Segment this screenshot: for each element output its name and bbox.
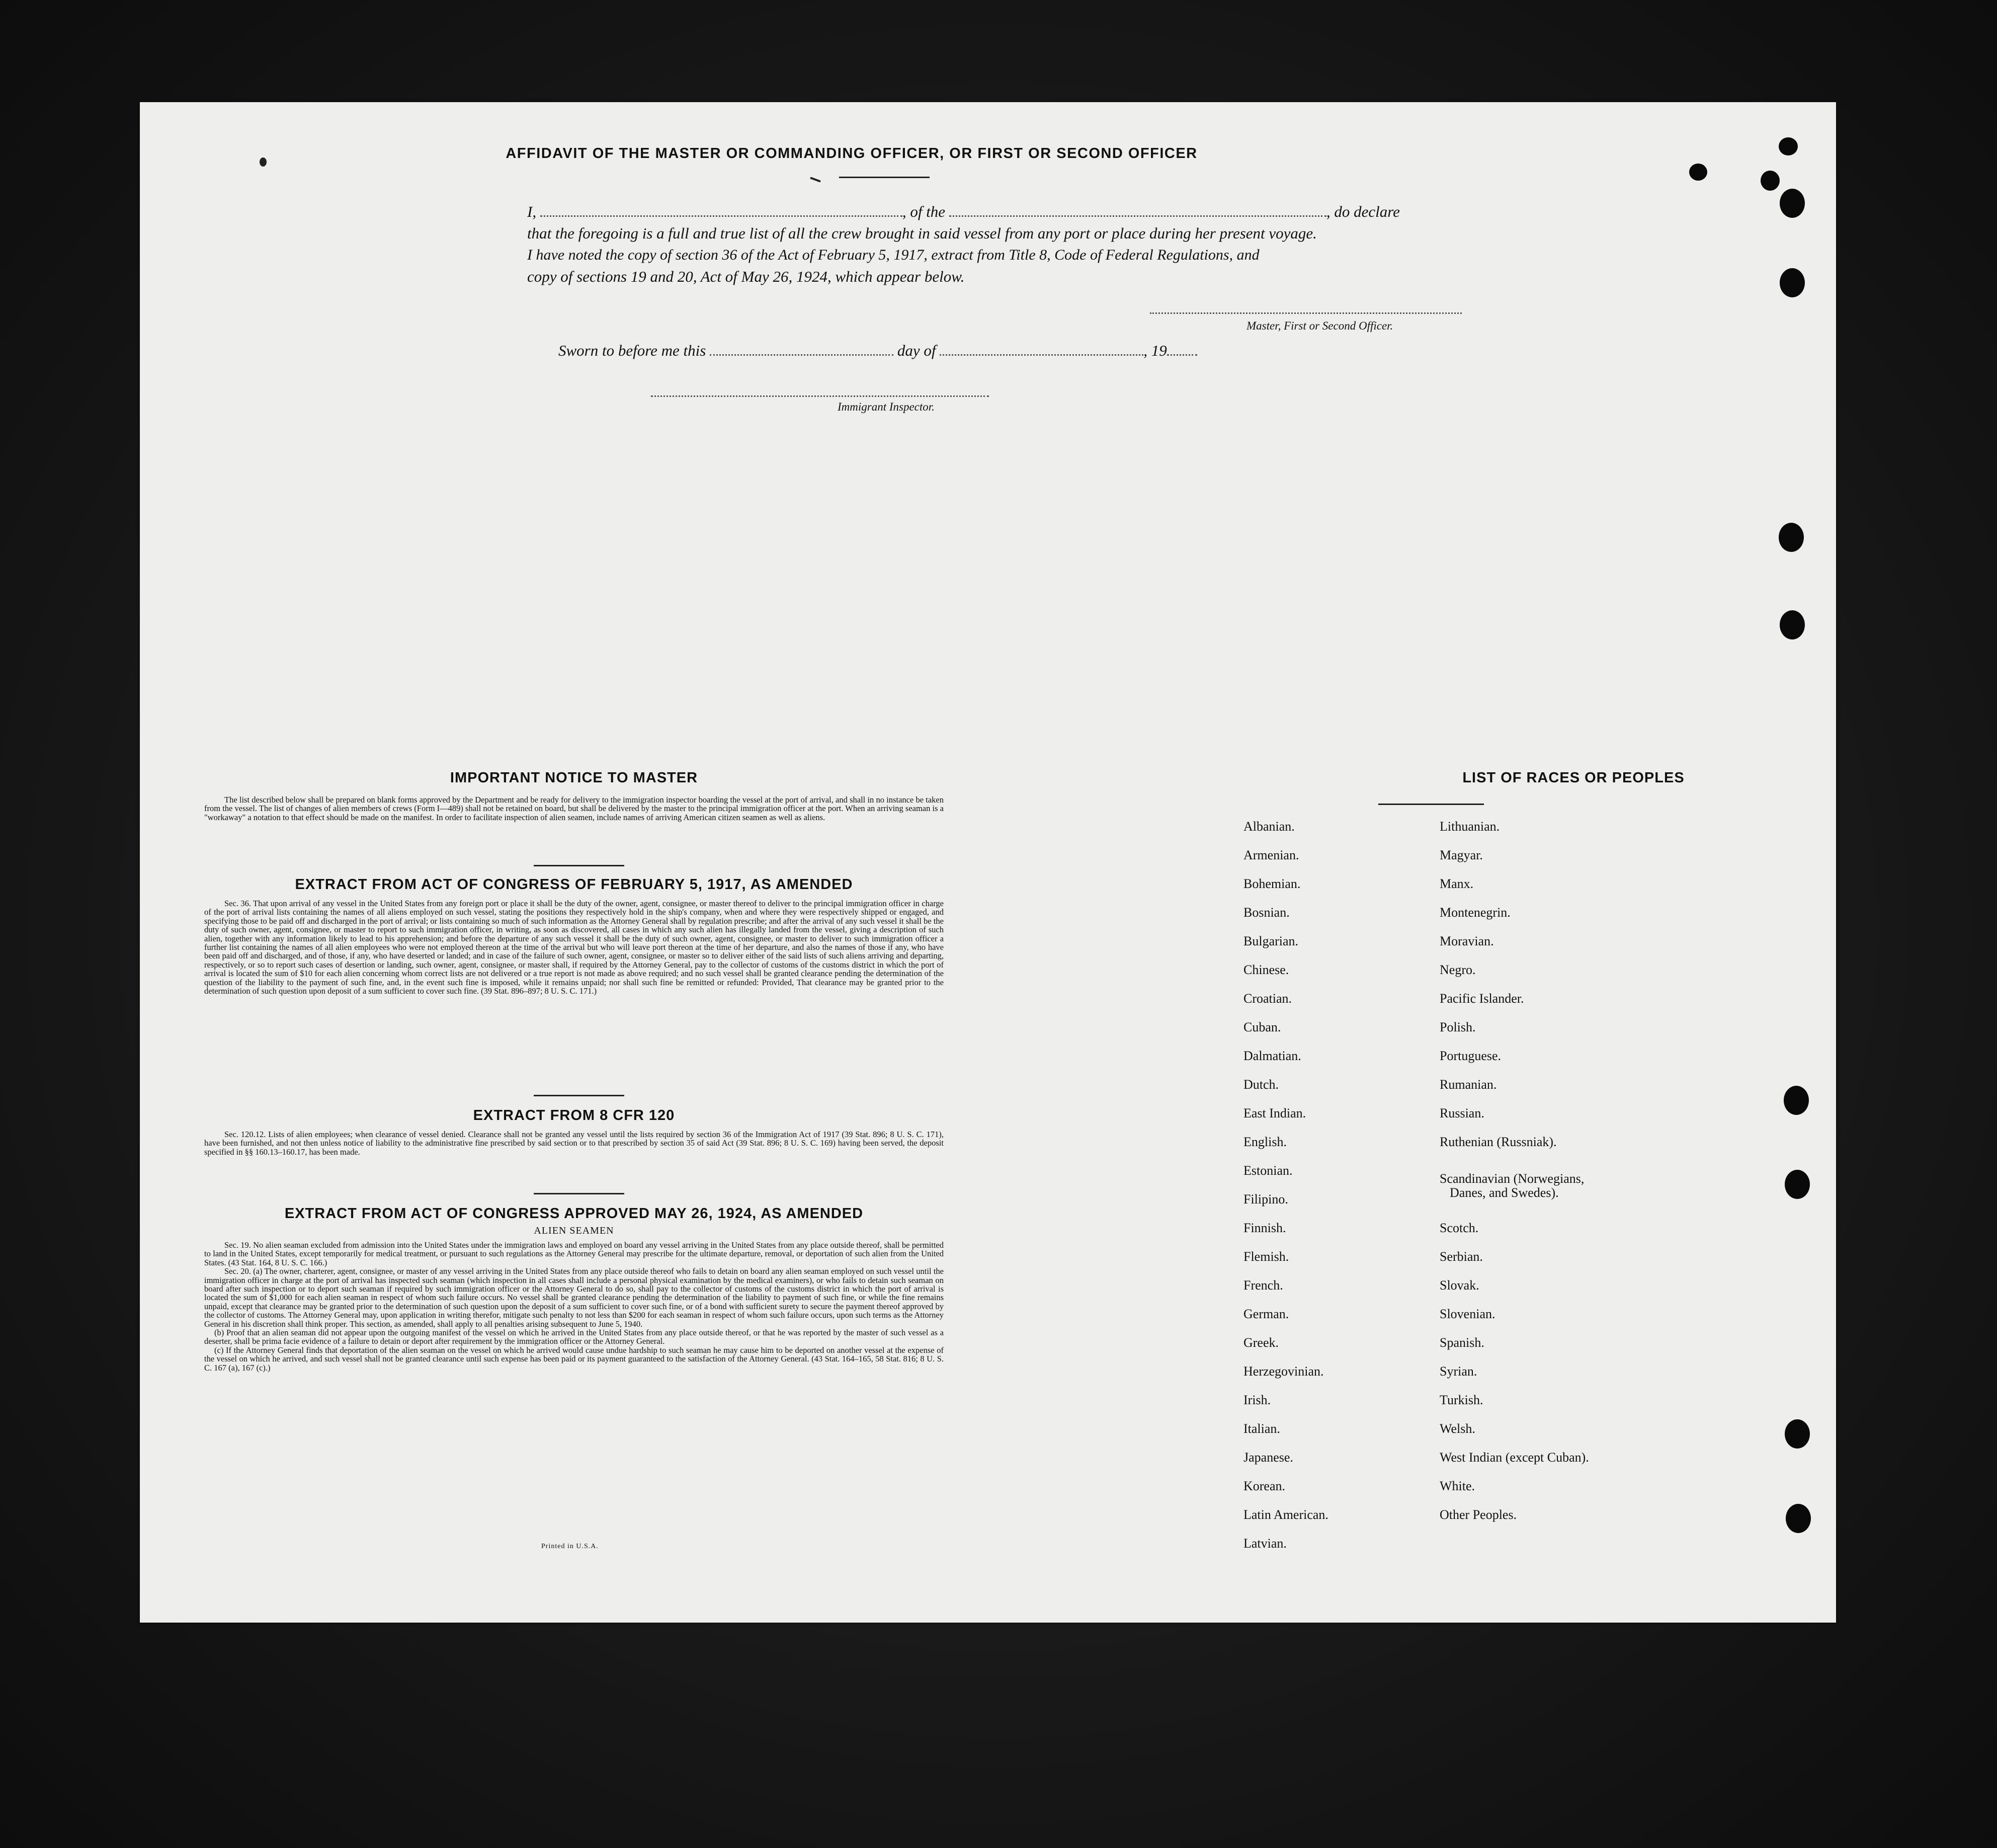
- extract-1924-sec19: Sec. 19. No alien seaman excluded from admission into the United States under the immigration laws and employed on board any vessel arriving in the United States from any place outside thereof, shall be permitted to land in the United States, except temporarily for medical treatment, or pursuant to such regulations as the Attorney General may prescribe for the ultimate departure, removal, or deportation of such alien from the United States. (43 Stat. 164, 8 U. S. C. 166.): [204, 1240, 944, 1267]
- race-item: Pacific Islander.: [1440, 991, 1524, 1006]
- notice-body: The list described below shall be prepared on blank forms approved by the Department and be ready for delivery to the immigration inspector boarding the vessel at the port of arrival, and shall in no instance be taken from the vessel. The list of changes of alien members of crews (Form I—489) shall not be retained on board, but shall be delivered by the master to the principal immigration officer at the port. When an arriving seaman is a "workaway" a notation to that effect should be made on the manifest. In order to facilitate inspection of alien seamen, include names of arriving American citizen seamen as well as aliens.: [204, 795, 944, 822]
- race-item: Scandinavian (Norwegians,: [1440, 1171, 1585, 1186]
- master-signature-line[interactable]: [1150, 312, 1462, 314]
- race-item: Herzegovinian.: [1243, 1364, 1324, 1379]
- race-item: Polish.: [1440, 1020, 1476, 1034]
- race-item: Korean.: [1243, 1479, 1286, 1493]
- race-item: Scotch.: [1440, 1221, 1479, 1235]
- race-item: Manx.: [1440, 876, 1474, 891]
- binder-hole: [1780, 268, 1805, 297]
- extract-1924-sec20c: (c) If the Attorney General finds that deportation of the alien seaman on the vessel on which he arrived would cause undue hardship to such seaman he may cause him to be deported on another vessel at the expense of the vessel on which he arrived, and such vessel shall not be granted clearance until such expense has been paid or its payment guaranteed to the satisfaction of the Attorney General. (43 Stat. 164–165, 58 Stat. 816; 8 U. S. C. 167 (a), 167 (c).): [204, 1345, 944, 1373]
- race-item: Filipino.: [1243, 1192, 1288, 1207]
- race-item: Moravian.: [1440, 934, 1494, 948]
- race-item: Portuguese.: [1440, 1049, 1502, 1063]
- race-item: Estonian.: [1243, 1163, 1293, 1178]
- binder-hole: [1779, 137, 1798, 155]
- races-rule: [1378, 804, 1484, 805]
- declaration-i: I,: [527, 203, 537, 220]
- printed-in-usa: Printed in U.S.A.: [541, 1543, 599, 1550]
- race-item: Latvian.: [1243, 1536, 1287, 1551]
- binder-hole: [1784, 1086, 1809, 1115]
- declaration-line-2: that the foregoing is a full and true list of all the crew brought in said vessel from any port or place during her present voyage.: [527, 224, 1317, 242]
- race-item: Bulgarian.: [1243, 934, 1299, 948]
- race-item: German.: [1243, 1307, 1289, 1321]
- notice-section: [204, 770, 944, 822]
- race-item: Turkish.: [1440, 1393, 1483, 1407]
- binder-hole: [1780, 610, 1805, 639]
- race-item: Flemish.: [1243, 1249, 1289, 1264]
- race-item: White.: [1440, 1479, 1475, 1493]
- race-item: Albanian.: [1243, 819, 1295, 834]
- extract-1917-title: EXTRACT FROM ACT OF CONGRESS OF FEBRUARY 5, 1917, AS AMENDED: [295, 876, 853, 893]
- race-item: Montenegrin.: [1440, 905, 1511, 920]
- race-item: Irish.: [1243, 1393, 1271, 1407]
- race-item: Syrian.: [1440, 1364, 1477, 1379]
- inspector-signature-label: Immigrant Inspector.: [838, 400, 935, 413]
- binder-hole: [1785, 1170, 1810, 1199]
- race-item: Croatian.: [1243, 991, 1292, 1006]
- race-item: Dutch.: [1243, 1077, 1279, 1092]
- extract-1924-sec20a: Sec. 20. (a) The owner, charterer, agent, consignee, or master of any vessel arriving in the United States from any place outside thereof who fails to detain on board any alien seaman employed on such vessel until the immigration officer in charge at the port of arrival has inspected such seaman (which inspection in all cases shall include a personal physical examination by the medical examiners), or who fails to detain such seaman on board after such inspection or to deport such seaman if required by such immigration officer or the Attorney General to do so, shall pay to the collector of customs of the customs district in which the port of arrival is located the sum of $1,000 for each alien seaman in respect of whom such failure occurs. No vessel shall be granted clearance pending the determination of the liability to payment of such fine, or while the fine remains unpaid, except that clearance may be granted prior to the determination of such question upon the deposit of a sum sufficient to cover such fine, or of a bond with sufficient surety to secure the payment thereof approved by the collector of customs. The Attorney General may, upon application in writing therefor, mitigate such penalty to not less than $200 for each seaman in respect of whom such failure occurs, upon such terms as the Attorney General in his discretion shall think proper. This section, as amended, shall apply to all penalties arising subsequent to June 5, 1940.: [204, 1266, 944, 1329]
- notice-rule: [534, 865, 624, 866]
- race-item: Chinese.: [1243, 962, 1289, 977]
- extract-cfr-title: EXTRACT FROM 8 CFR 120: [473, 1107, 675, 1123]
- sworn-year-blank[interactable]: [1167, 341, 1197, 356]
- race-item: West Indian (except Cuban).: [1440, 1450, 1589, 1465]
- race-item: French.: [1243, 1278, 1283, 1293]
- binder-hole: [1689, 164, 1707, 181]
- scan-speck: [810, 177, 821, 182]
- race-item: Spanish.: [1440, 1335, 1484, 1350]
- extract-1924-title: EXTRACT FROM ACT OF CONGRESS APPROVED MAY 26, 1924, AS AMENDED: [284, 1206, 864, 1222]
- sworn-year: , 19: [1143, 342, 1167, 359]
- extract-1924-sec20b: (b) Proof that an alien seaman did not appear upon the outgoing manifest of the vessel on which he arrived in the United States from any place outside thereof, or that he was reported by the master of such vessel as a deserter, shall be prima facie evidence of a failure to detain or deport after requirement by the immigration officer or the Attorney General.: [204, 1328, 944, 1346]
- race-item: Lithuanian.: [1440, 819, 1500, 834]
- race-item: Danes, and Swedes).: [1450, 1185, 1559, 1200]
- vessel-blank[interactable]: [949, 202, 1326, 217]
- race-item: Bosnian.: [1243, 905, 1290, 920]
- race-item: Other Peoples.: [1440, 1507, 1517, 1522]
- races-title: LIST OF RACES OR PEOPLES: [1462, 770, 1685, 786]
- race-item: East Indian.: [1243, 1106, 1306, 1120]
- binder-hole: [1761, 171, 1780, 191]
- extract-cfr-body: Sec. 120.12. Lists of alien employees; when clearance of vessel denied. Clearance shall not be granted any vessel until the lists required by section 36 of the Immigration Act of 1917 (39 Stat. 896; 8 U. S. C. 171), have been furnished, and not then unless notice of liability to the administrative fine prescribed by said section or to that prescribed by section 35 of said Act (39 Stat. 896; 8 U. S. C. 169) having been served, the deposit specified in §§ 160.13–160.17, has been made.: [204, 1130, 944, 1157]
- binder-hole: [1779, 523, 1804, 552]
- master-signature-label: Master, First or Second Officer.: [1246, 319, 1393, 332]
- race-item: English.: [1243, 1135, 1287, 1149]
- race-item: Greek.: [1243, 1335, 1279, 1350]
- sworn-day-blank[interactable]: [710, 341, 893, 356]
- race-item: Russian.: [1440, 1106, 1484, 1120]
- sworn-day-of: day of: [897, 342, 936, 359]
- race-item: Slovak.: [1440, 1278, 1479, 1293]
- race-item: Dalmatian.: [1243, 1049, 1301, 1063]
- scan-speck: [260, 157, 267, 167]
- notice-title: IMPORTANT NOTICE TO MASTER: [450, 770, 698, 786]
- race-item: Slovenian.: [1440, 1307, 1495, 1321]
- race-item: Cuban.: [1243, 1020, 1281, 1034]
- affidavit-title: AFFIDAVIT OF THE MASTER OR COMMANDING OFFICER, OR FIRST OR SECOND OFFICER: [506, 145, 1198, 162]
- extract-1924-subtitle: ALIEN SEAMEN: [534, 1225, 614, 1236]
- race-item: Japanese.: [1243, 1450, 1293, 1465]
- declaration-line-4: copy of sections 19 and 20, Act of May 26, 1924, which appear below.: [527, 268, 965, 285]
- extract-1917-body: Sec. 36. That upon arrival of any vessel in the United States from any foreign port or place it shall be the duty of the owner, agent, consignee, or master thereof to deliver to the principal immigration officer in charge of the port of arrival lists containing the names of all aliens employed on such vessel, stating the positions they respectively hold in the ship's company, when and where they were respectively shipped or engaged, and specifying those to be paid off and discharged in the port of arrival; or lists containing so much of such information as the Attorney General shall by regulation prescribe; and after the arrival of any such vessel it shall be the duty of such owner, agent, consignee, or master to report to such immigration officer, in writing, as soon as discovered, all cases in which any such alien has illegally landed from the vessel, giving a description of such alien, together with any information likely to lead to his apprehension; and before the departure of any such vessel it shall be the duty of such owner, agent, consignee, or master to deliver to such immigration officer a further list containing the names of all alien employees who were not employed thereon at the time of the arrival but who will leave port thereon at the time of her departure, and also the names of those if any, who have been paid off and discharged, and of those, if any, who have deserted or landed; and in case of the failure of such owner, agent, consignee, or master so to deliver either of the said lists of such aliens arriving and departing, respectively, or so to report such cases of desertion or landing, such owner, agent, consignee, or master shall, if required by the Attorney General, pay to the collector of customs of the customs district in which the port of arrival is located the sum of $10 for each alien concerning whom correct lists are not delivered or a true report is not made as above required; and no such vessel shall be granted clearance pending the determination of the question of the liability to the payment of such fine, and, in the event such fine is imposed, while it remains unpaid; nor shall such fine be remitted or refunded: Provided, That clearance may be granted prior to the determination of such question upon deposit of a sum sufficient to cover such fine. (39 Stat. 896–897; 8 U. S. C. 171.): [204, 899, 944, 996]
- race-item: Rumanian.: [1440, 1077, 1497, 1092]
- sworn-prefix: Sworn to before me this: [558, 342, 706, 359]
- race-item: Magyar.: [1440, 848, 1483, 862]
- binder-hole: [1780, 189, 1805, 218]
- race-item: Negro.: [1440, 962, 1476, 977]
- name-blank[interactable]: [540, 202, 902, 217]
- race-item: Latin American.: [1243, 1507, 1328, 1522]
- race-item: Ruthenian (Russniak).: [1440, 1135, 1557, 1149]
- binder-hole: [1785, 1419, 1810, 1449]
- race-item: Welsh.: [1440, 1421, 1475, 1436]
- race-item: Armenian.: [1243, 848, 1299, 862]
- declaration-do-declare: , do declare: [1326, 203, 1400, 220]
- affidavit-declaration: [527, 201, 1463, 287]
- race-item: Bohemian.: [1243, 876, 1301, 891]
- sworn-line: [558, 341, 1197, 360]
- declaration-of-the: , of the: [902, 203, 946, 220]
- title-rule: [839, 177, 930, 178]
- race-item: Serbian.: [1440, 1249, 1483, 1264]
- extract-1917-section: [204, 876, 944, 995]
- extract-cfr-section: [204, 1107, 944, 1156]
- race-item: Italian.: [1243, 1421, 1280, 1436]
- inspector-signature-line[interactable]: [651, 395, 989, 397]
- extract-cfr-rule: [534, 1193, 624, 1194]
- document-page: [140, 102, 1836, 1623]
- declaration-line-1: [527, 201, 1463, 222]
- extract-1917-rule: [534, 1095, 624, 1096]
- declaration-line-3: I have noted the copy of section 36 of the Act of February 5, 1917, extract from Title 8, Code of Federal Regulations, and: [527, 247, 1260, 263]
- extract-1924-section: [204, 1206, 944, 1372]
- binder-hole: [1786, 1504, 1811, 1533]
- race-item: Finnish.: [1243, 1221, 1286, 1235]
- sworn-month-blank[interactable]: [940, 341, 1143, 356]
